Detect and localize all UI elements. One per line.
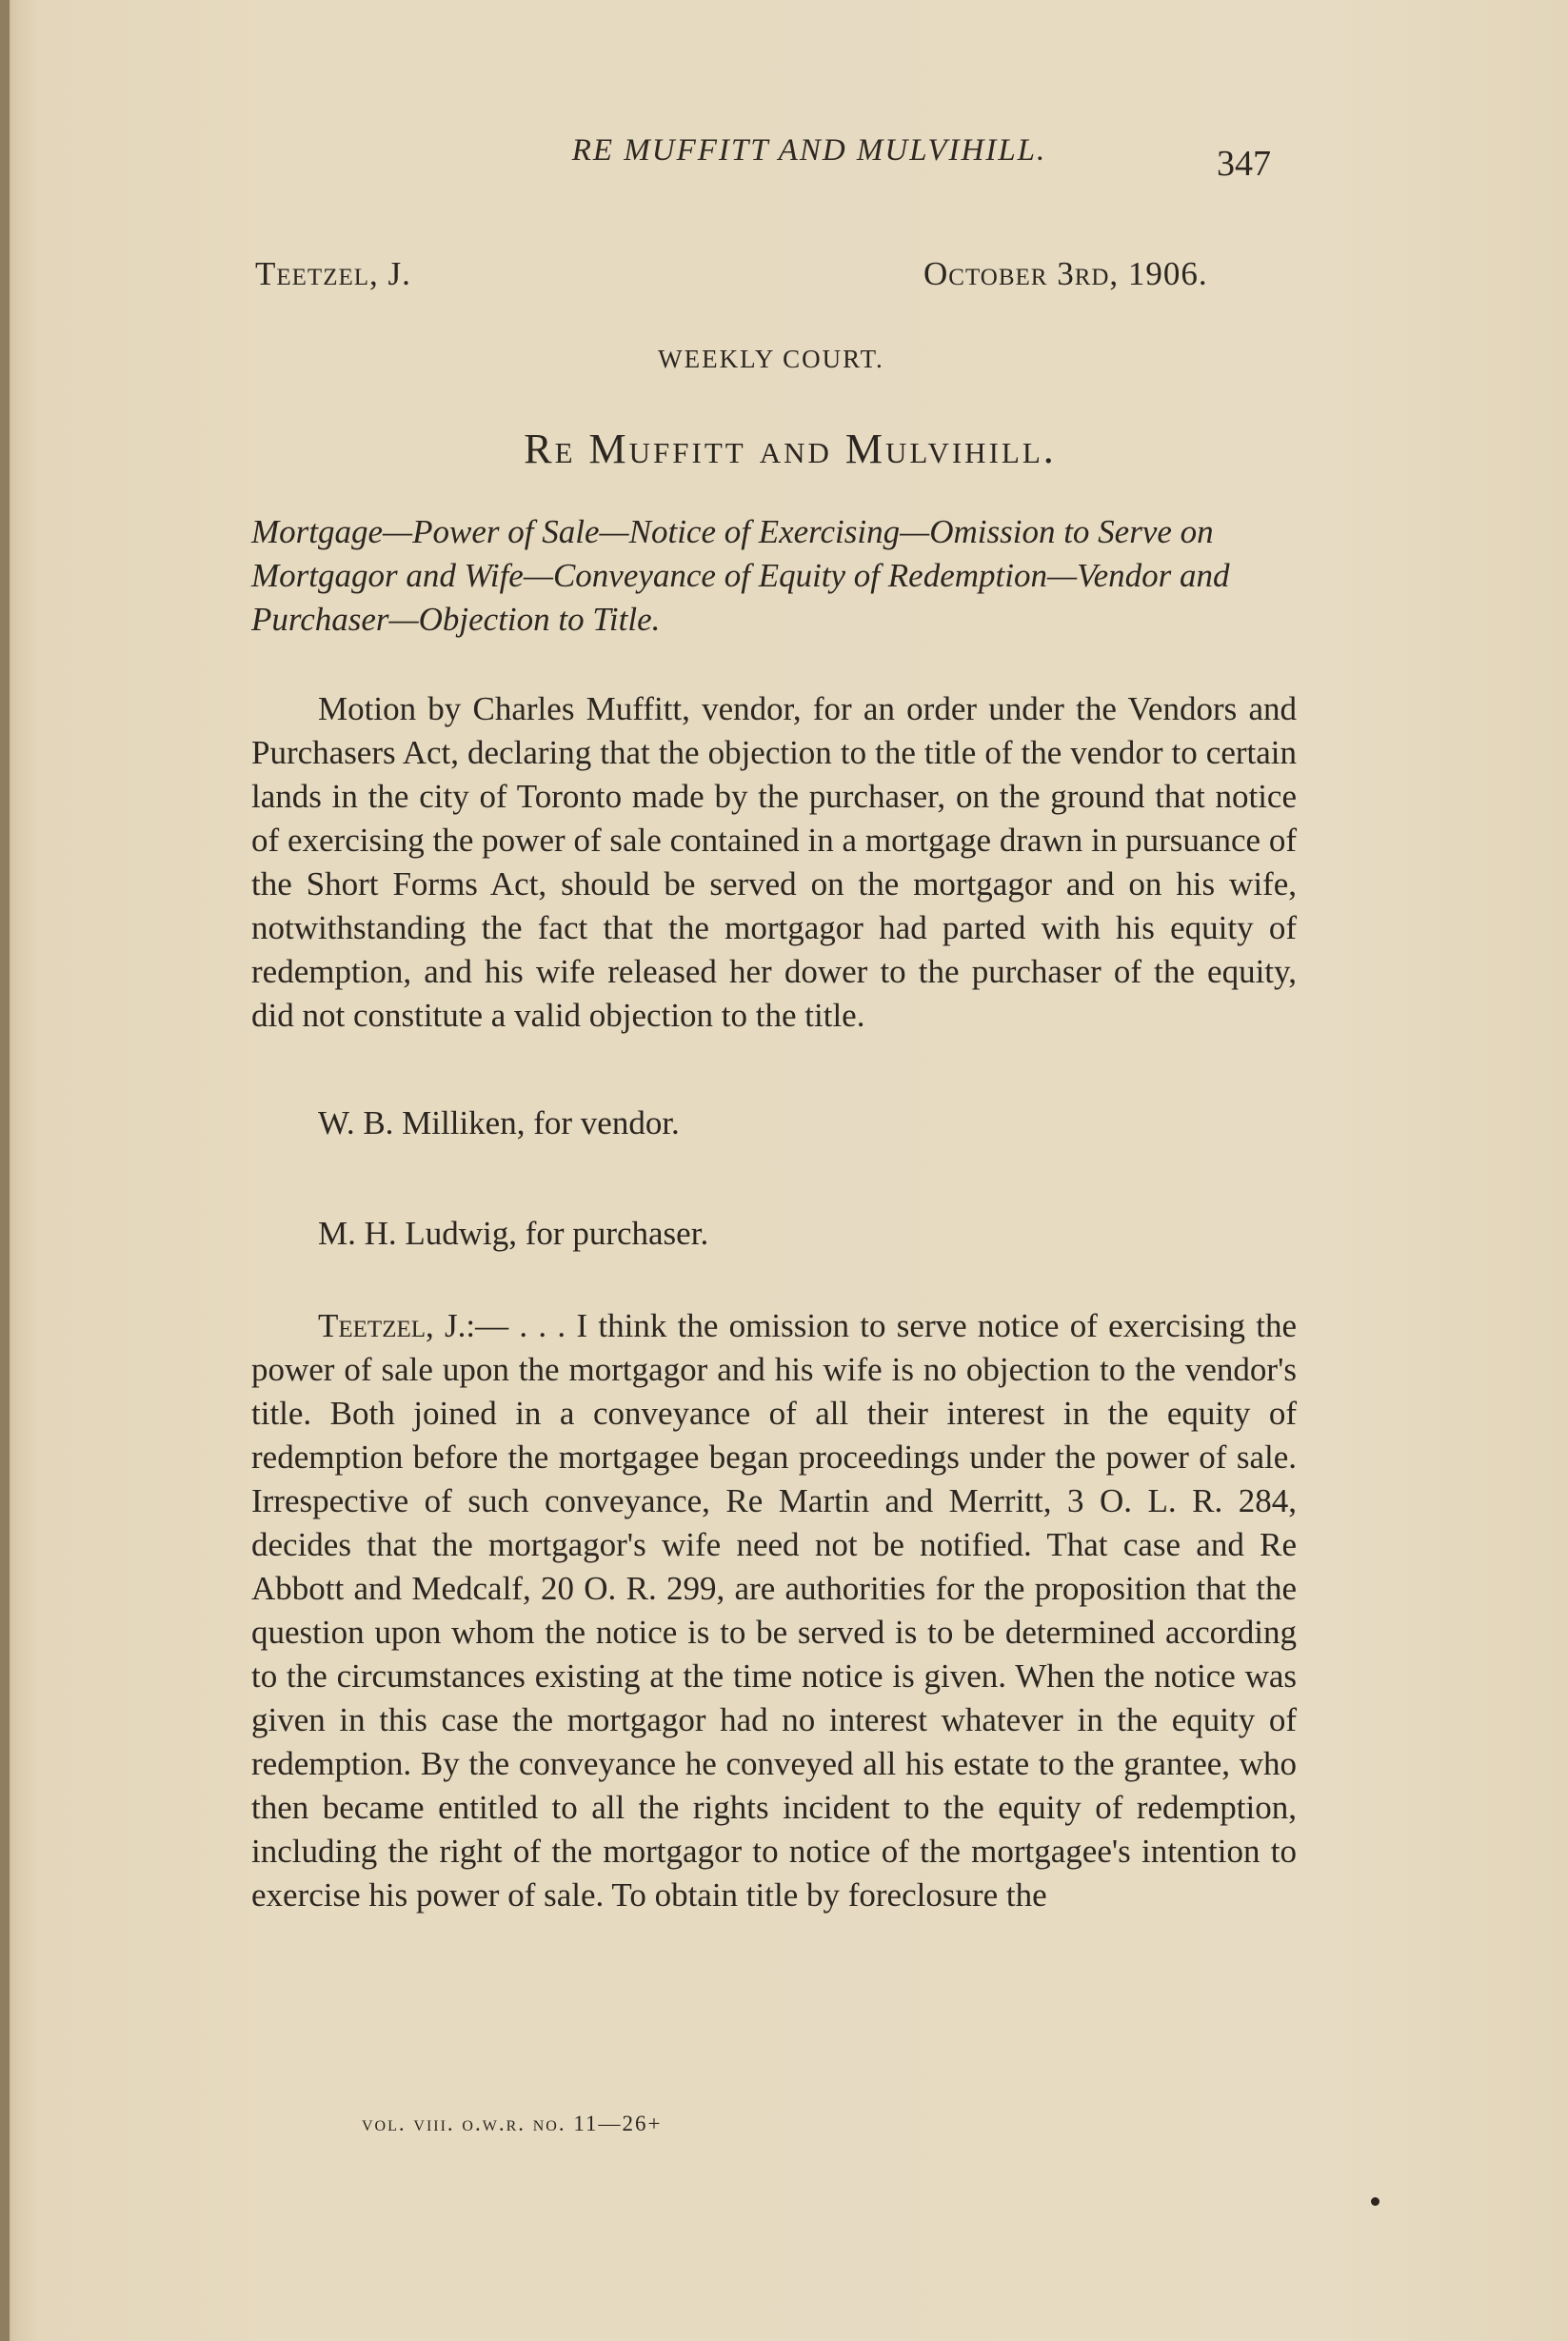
counsel-vendor: W. B. Milliken, for vendor. — [318, 1104, 680, 1141]
counsel-purchaser: M. H. Ludwig, for purchaser. — [318, 1215, 709, 1252]
decision-date: October 3rd, 1906. — [923, 255, 1208, 292]
ink-speck — [1371, 2197, 1379, 2206]
page-number: 347 — [1217, 144, 1271, 184]
judgment-speaker: Teetzel, J. — [318, 1307, 466, 1344]
case-title: Re Muffitt and Mulvihill. — [524, 426, 1057, 472]
motion-paragraph — [251, 687, 1297, 1038]
judgment-text-block — [251, 1304, 1297, 1917]
running-head: RE MUFFITT AND MULVIHILL. — [571, 133, 1047, 168]
headnote — [251, 510, 1297, 642]
headnote-text: Mortgage—Power of Sale—Notice of Exercising—Omission to Serve on Mortgagor and Wife—Conveyance of Equity of Redemption—Vendor and Purchaser—Objection to Title. — [251, 513, 1230, 638]
judgment-text: :— . . . I think the omission to serve notice of exercising the power of sale upon the mortgagor and his wife is no objection to the vendor's title. Both joined in a conveyance of all their interest in the equity of redemption before the mortgagee began proceedings under the power of sale. Irrespective of such conveyance, Re Martin and Merritt, 3 O. L. R. 284, decides that the mortgagor's wife need not be notified. That case and Re Abbott and Medcalf, 20 O. R. 299, are authorities for the proposition that the question upon whom the notice is to be served is to be determined according to the circumstances existing at the time notice is given. When the notice was given in this case the mortgagor had no interest whatever in the equity of redemption. By the conveyance he conveyed all his estate to the grantee, who then became entitled to all the rights incident to the equity of redemption, including the right of the mortgagor to notice of the mortgagee's intention to exercise his power of sale. To obtain title by foreclosure the — [251, 1307, 1297, 1914]
binding-edge — [0, 0, 10, 2341]
judgment-paragraph — [251, 1304, 1297, 1917]
footer-signature: vol. viii. o.w.r. no. 11—26+ — [362, 2112, 663, 2135]
motion-text: Motion by Charles Muffitt, vendor, for an order under the Vendors and Purchasers Act, declaring that the objection to the title of the vendor to certain lands in the city of Toronto made by the purchaser, on the ground that notice of exercising the power of sale contained in a mortgage drawn in pursuance of the Short Forms Act, should be served on the mortgagor and on his wife, notwithstanding the fact that the mortgagor had parted with his equity of redemption, and his wife released her dower to the purchaser of the equity, did not constitute a valid objection to the title. — [251, 690, 1297, 1034]
court-name: WEEKLY COURT. — [658, 345, 884, 373]
judge-name: Teetzel, J. — [255, 255, 411, 292]
